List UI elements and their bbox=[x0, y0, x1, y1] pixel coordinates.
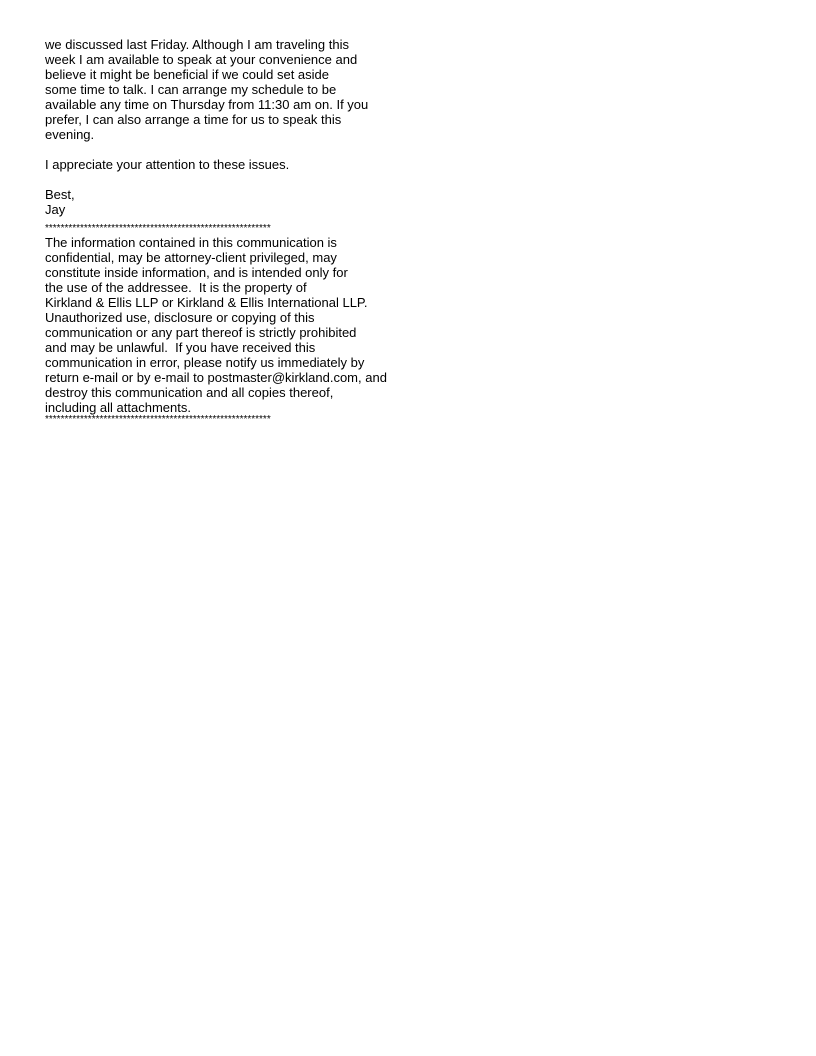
body-paragraph bbox=[45, 37, 785, 142]
disclaimer-separator-top: ********************************************************** bbox=[45, 223, 271, 234]
disclaimer-line: and may be unlawful. If you have received this bbox=[45, 340, 316, 355]
disclaimer-line: communication or any part thereof is strictly prohibited bbox=[45, 325, 357, 340]
disclaimer-line: including all attachments. bbox=[45, 400, 191, 415]
signature: Jay bbox=[45, 202, 66, 217]
signoff: Best, bbox=[45, 187, 75, 202]
disclaimer-line: confidential, may be attorney-client privileged, may bbox=[45, 250, 337, 265]
email-body bbox=[45, 37, 785, 425]
disclaimer-line: return e-mail or by e-mail to postmaster@kirkland.com, and bbox=[45, 370, 387, 385]
disclaimer-line: constitute inside information, and is intended only for bbox=[45, 265, 348, 280]
body-line: available any time on Thursday from 11:30 am on. If you bbox=[45, 97, 369, 112]
disclaimer-line: The information contained in this communication is bbox=[45, 235, 337, 250]
body-line: evening. bbox=[45, 127, 95, 142]
disclaimer-line: communication in error, please notify us immediately by bbox=[45, 355, 365, 370]
disclaimer-line: destroy this communication and all copies thereof, bbox=[45, 385, 334, 400]
disclaimer-line: Unauthorized use, disclosure or copying of this bbox=[45, 310, 315, 325]
disclaimer-separator-bottom: ********************************************************** bbox=[45, 414, 271, 425]
confidentiality-disclaimer bbox=[45, 235, 785, 415]
paragraph-gap bbox=[45, 172, 785, 187]
body-line: some time to talk. I can arrange my schedule to be bbox=[45, 82, 337, 97]
closing-sentence: I appreciate your attention to these issues. bbox=[45, 157, 290, 172]
body-line: week I am available to speak at your convenience and bbox=[45, 52, 358, 67]
paragraph-gap bbox=[45, 142, 785, 157]
disclaimer-line: Kirkland & Ellis LLP or Kirkland & Ellis International LLP. bbox=[45, 295, 368, 310]
disclaimer-line: the use of the addressee. It is the property of bbox=[45, 280, 307, 295]
body-line: believe it might be beneficial if we could set aside bbox=[45, 67, 329, 82]
body-line: we discussed last Friday. Although I am traveling this bbox=[45, 37, 349, 52]
body-line: prefer, I can also arrange a time for us to speak this bbox=[45, 112, 342, 127]
